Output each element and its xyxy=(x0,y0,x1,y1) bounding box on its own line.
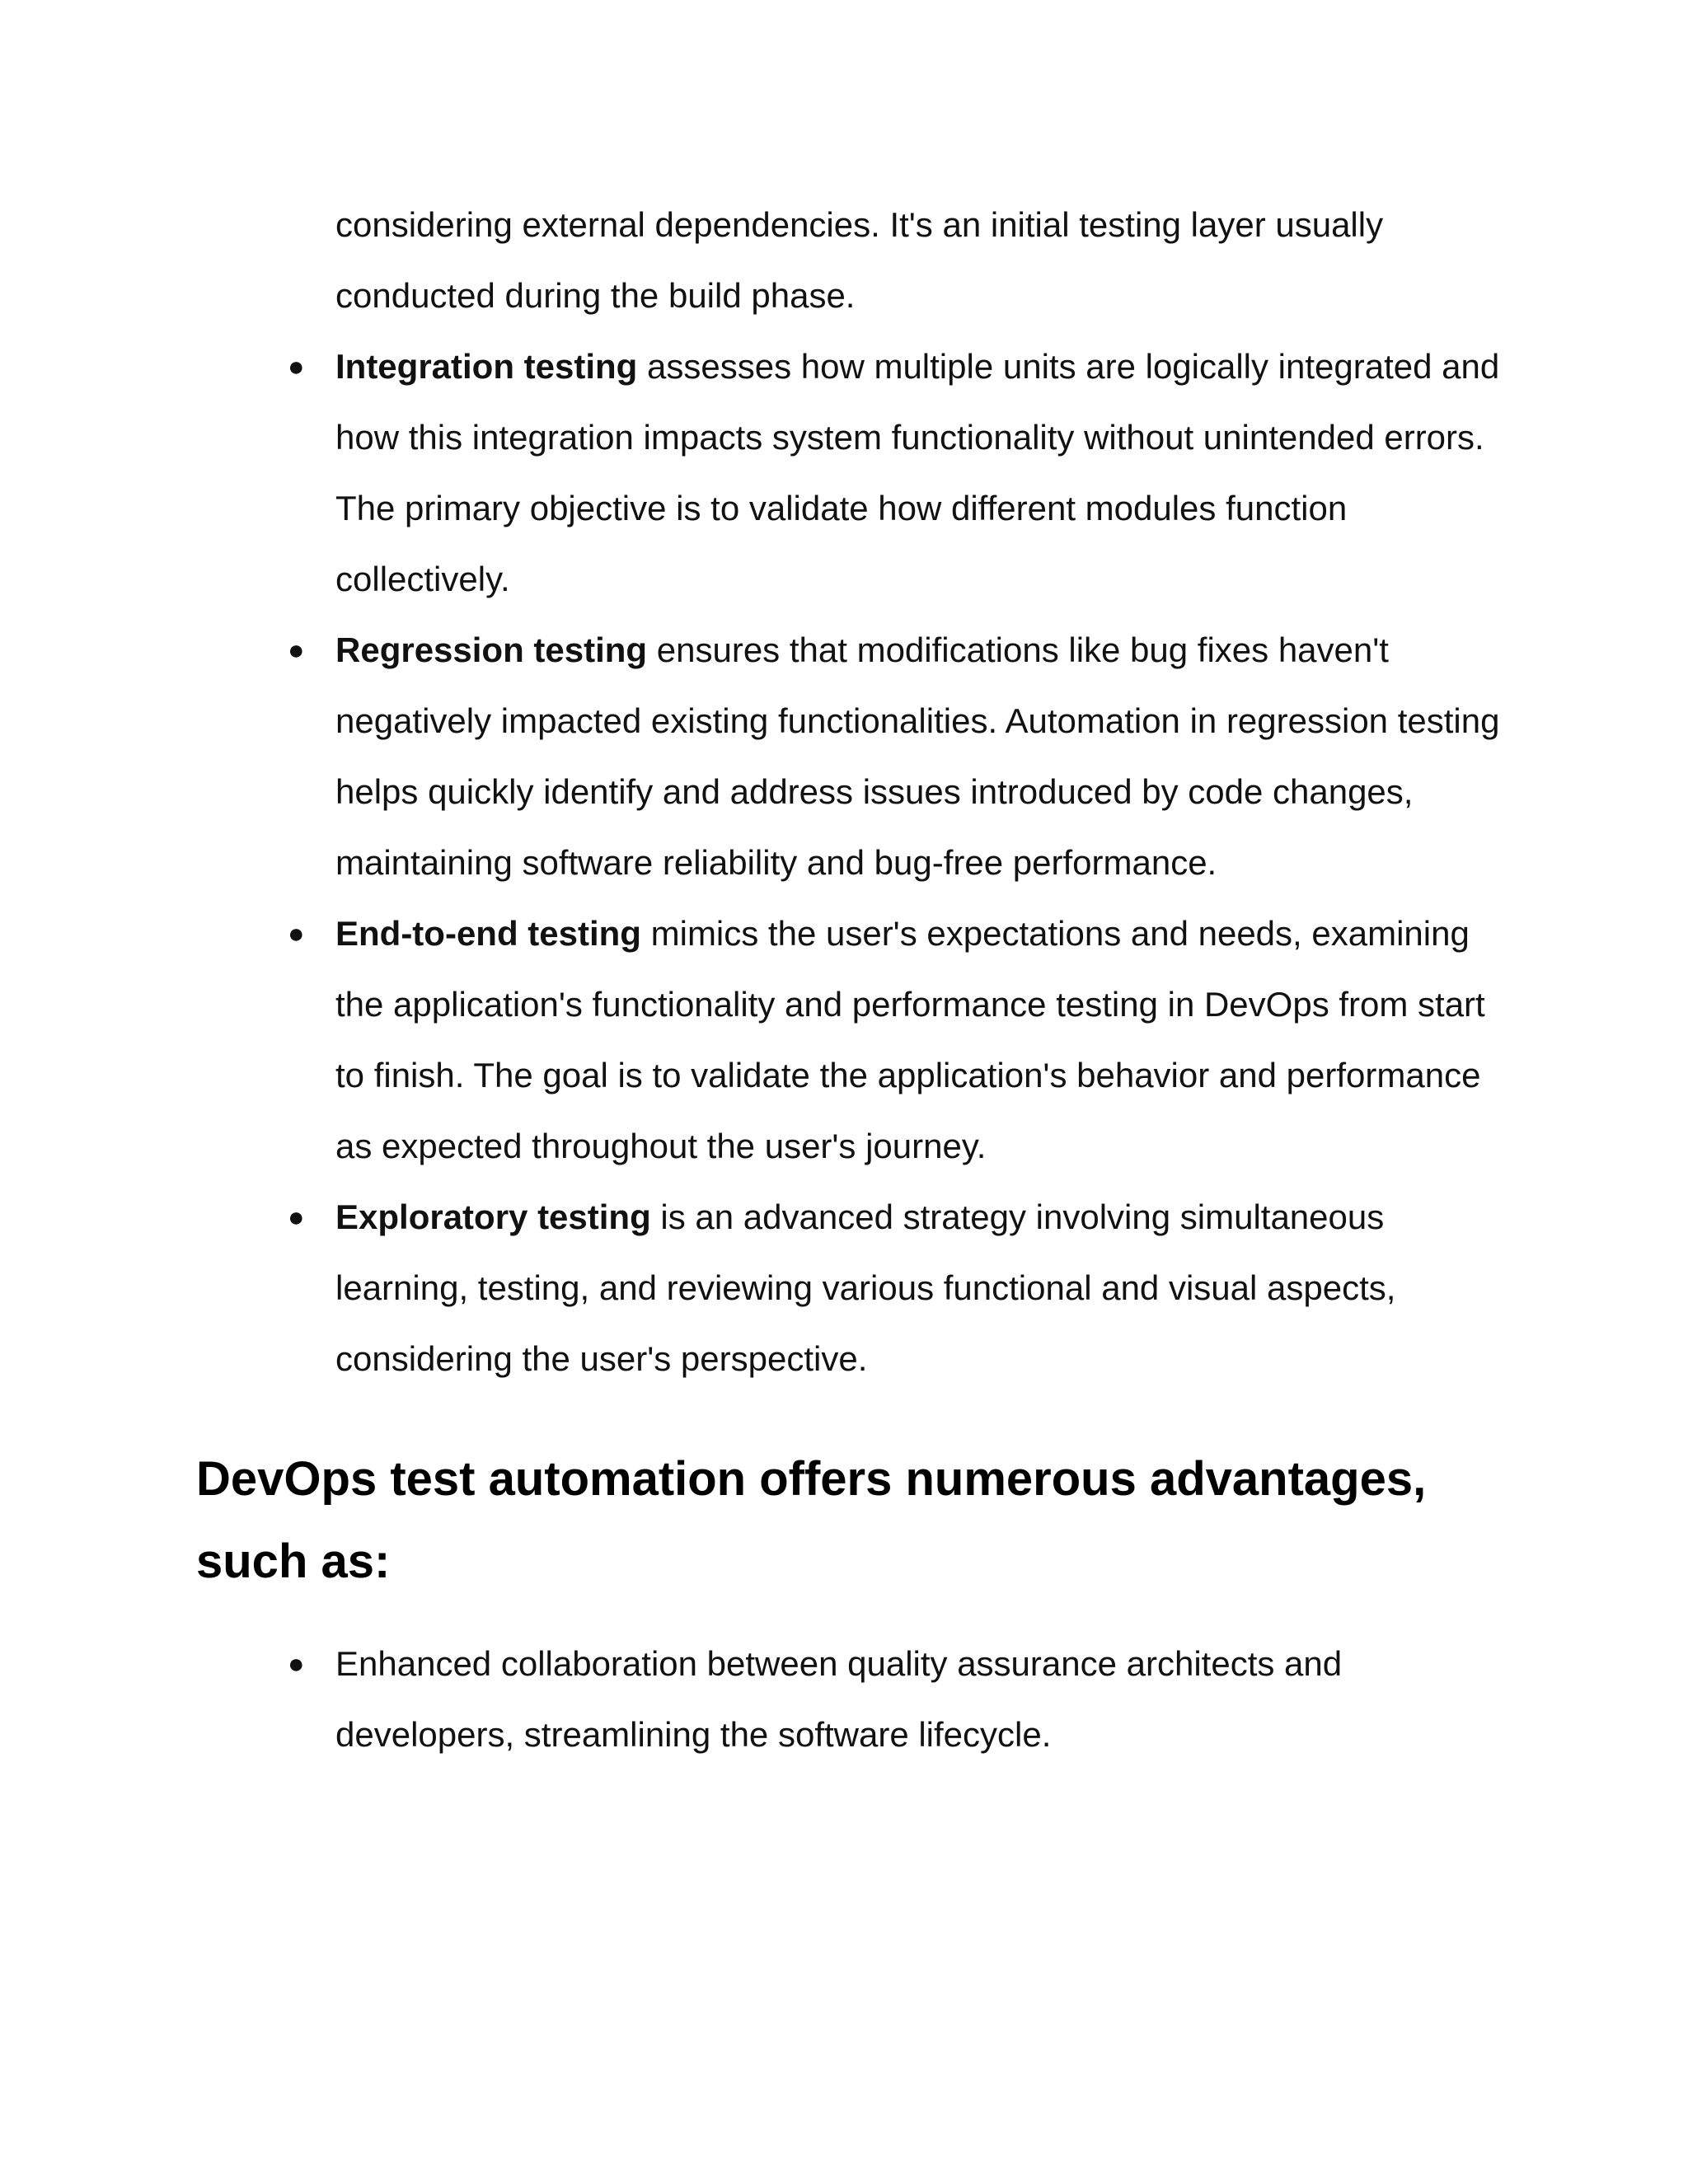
bullet-icon: ● xyxy=(288,635,305,666)
bullet-icon: ● xyxy=(288,1648,305,1680)
testing-types-list xyxy=(288,331,1506,1394)
list-item-term: End-to-end testing xyxy=(335,914,651,953)
list-item-term: Regression testing xyxy=(335,630,657,669)
list-item-description: ensures that modifications like bug fixes haven't negatively impacted existing functionalities. Automation in regression testing helps quickly identify and address issues introduced by code changes, maintaining software reliability and bug-free performance. xyxy=(335,630,1500,882)
list-item xyxy=(288,1629,1506,1770)
bullet-icon: ● xyxy=(288,1202,305,1233)
list-item xyxy=(288,615,1506,898)
continuation-paragraph: considering external dependencies. It's an initial testing layer usually conducted during the build phase. xyxy=(335,205,1384,315)
list-item-description: mimics the user's expectations and needs, examining the application's functionality and performance testing in DevOps from start to finish. The goal is to validate the application's behavior and performance as expected throughout the user's journey. xyxy=(335,914,1485,1165)
list-item xyxy=(288,331,1506,615)
list-item xyxy=(288,1182,1506,1394)
bullet-icon: ● xyxy=(288,351,305,382)
list-item-text: Enhanced collaboration between quality assurance architects and developers, streamlining the software lifecycle. xyxy=(335,1644,1343,1754)
list-item-term: Exploratory testing xyxy=(335,1197,661,1236)
section-heading: DevOps test automation offers numerous advantages, such as: xyxy=(196,1452,1427,1588)
list-item xyxy=(288,898,1506,1182)
bullet-icon: ● xyxy=(288,918,305,949)
list-item-description: is an advanced strategy involving simultaneous learning, testing, and reviewing various functional and visual aspects, considering the user's perspective. xyxy=(335,1197,1396,1378)
list-item-description: assesses how multiple units are logically integrated and how this integration impacts system functionality without unintended errors. The primary objective is to validate how different modules function collectively. xyxy=(335,347,1500,598)
advantages-list xyxy=(288,1629,1506,1770)
list-item-term: Integration testing xyxy=(335,347,647,386)
